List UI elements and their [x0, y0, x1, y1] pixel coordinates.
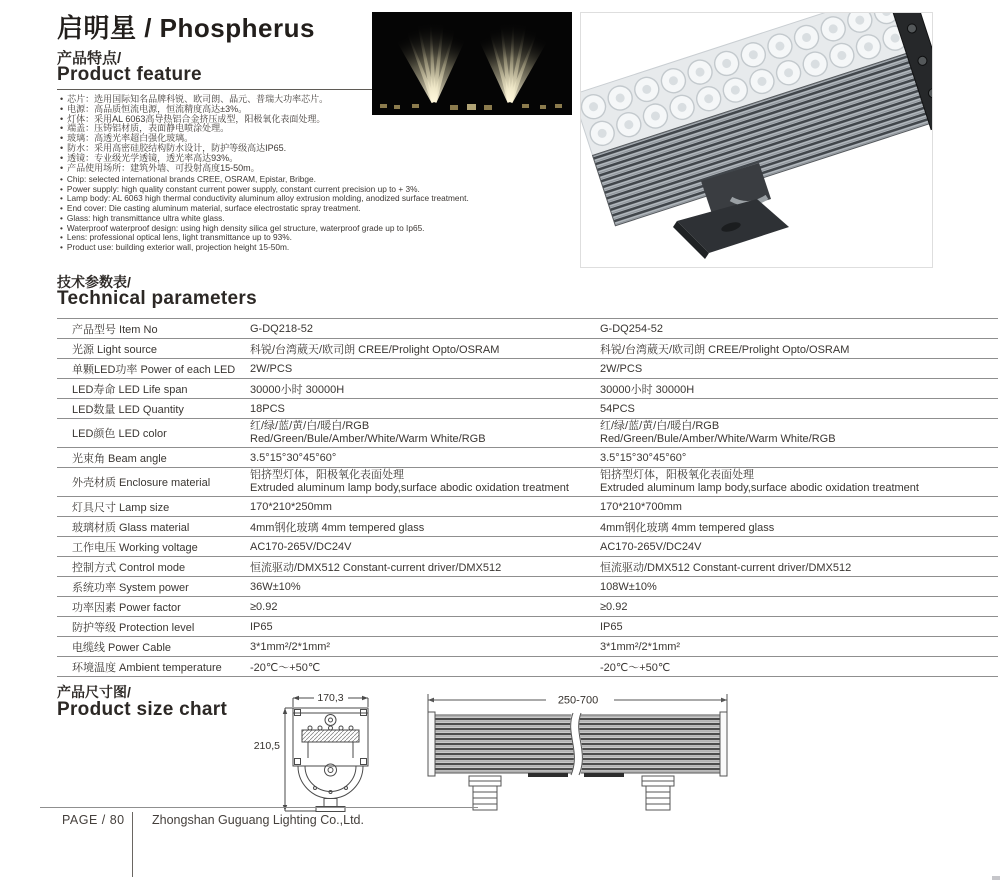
spec-label: 控制方式 Control mode — [72, 561, 186, 574]
feature-bullet: • Waterproof waterproof design: using high density silica gel structure, waterproof grade up to Ip65. — [60, 224, 469, 234]
size-chart-heading-en: Product size chart — [57, 699, 228, 720]
spec-value-model1: 3.5°15°30°45°60° — [250, 451, 337, 464]
footer-page-number: PAGE / 80 — [62, 813, 125, 827]
feature-bullet: • Lens: professional optical lens, light transmittance up to 93%. — [60, 233, 469, 243]
spec-value-model2: -20℃～+50℃ — [600, 661, 671, 674]
technical-parameters-heading-en: Technical parameters — [57, 288, 257, 309]
spec-value-model1: 红/绿/蓝/黄/白/暖白/RGB Red/Green/Bule/Amber/White/Warm White/RGB — [250, 420, 486, 445]
spec-value-model2: 3.5°15°30°45°60° — [600, 451, 687, 464]
spec-row — [57, 358, 998, 378]
side-view-drawing — [418, 688, 738, 813]
spec-value-model1: AC170-265V/DC24V — [250, 540, 352, 553]
spec-value-model2: 红/绿/蓝/黄/白/暖白/RGB Red/Green/Bule/Amber/White/Warm White/RGB — [600, 420, 836, 445]
feature-bullet: • 端盖：压铸铝材质，表面静电喷涂处理。 — [60, 124, 328, 134]
spec-value-model2: 科锐/台湾葳天/欧司朗 CREE/Prolight Opto/OSRAM — [600, 343, 850, 356]
feature-bullet: • 产品使用场所：建筑外墙、可投射高度15-50m。 — [60, 164, 328, 174]
spec-row — [57, 447, 998, 467]
spec-label: 电缆线 Power Cable — [72, 641, 172, 654]
spec-row — [57, 418, 998, 447]
page-corner-mark — [992, 876, 1000, 880]
spec-label: 功率因素 Power factor — [72, 601, 181, 614]
footer-divider — [132, 812, 133, 877]
spec-value-model2: ≥0.92 — [600, 600, 628, 613]
spec-value-model1: ≥0.92 — [250, 600, 278, 613]
feature-bullet: • Lamp body: AL 6063 high thermal conductivity aluminum alloy extrusion molding, anodized surface treatment. — [60, 194, 469, 204]
spec-value-model1: 3*1mm²/2*1mm² — [250, 640, 331, 653]
technical-parameters-heading-zh: 技术参数表/ — [57, 274, 131, 290]
dim-height-label: 210,5 — [253, 740, 280, 752]
spec-row — [57, 338, 998, 358]
spec-value-model2: 170*210*700mm — [600, 500, 682, 513]
feature-bullet: • Power supply: high quality constant current power supply, constant current precision up to + 3%. — [60, 185, 469, 195]
spec-value-model2: 2W/PCS — [600, 362, 643, 375]
spec-label: 灯具尺寸 Lamp size — [72, 501, 170, 514]
spec-label: 系统功率 System power — [72, 581, 189, 594]
footer-rule — [40, 807, 478, 808]
dim-length-label: 250-700 — [557, 694, 599, 707]
spec-value-model1: 170*210*250mm — [250, 500, 332, 513]
spec-value-model1: 30000小时 30000H — [250, 383, 345, 396]
feature-bullet: • 灯体：采用AL 6063高导热铝合金挤压成型，阳极氧化表面处理。 — [60, 115, 328, 125]
spec-row — [57, 536, 998, 556]
product-feature-heading-en: Product feature — [57, 64, 202, 85]
spec-row — [57, 556, 998, 576]
spec-table — [57, 318, 998, 677]
product-photo — [580, 12, 933, 268]
spec-value-model1: -20℃～+50℃ — [250, 661, 321, 674]
spec-row — [57, 576, 998, 596]
spec-value-model2: AC170-265V/DC24V — [600, 540, 702, 553]
spec-row — [57, 467, 998, 496]
spec-label: 外壳材质 Enclosure material — [72, 477, 211, 489]
section-rule — [57, 89, 372, 90]
spec-row — [57, 616, 998, 636]
spec-row — [57, 636, 998, 656]
spec-row — [57, 516, 998, 536]
spec-value-model1: G-DQ218-52 — [250, 322, 313, 335]
spec-value-model2: 30000小时 30000H — [600, 383, 695, 396]
spec-value-model1: 科锐/台湾葳天/欧司朗 CREE/Prolight Opto/OSRAM — [250, 343, 500, 356]
feature-bullet: • 电源：高品质恒流电源，恒流精度高达±3%。 — [60, 105, 328, 115]
spec-row — [57, 378, 998, 398]
spec-label: LED数量 LED Quantity — [72, 403, 184, 416]
spec-value-model1: 4mm钢化玻璃 4mm tempered glass — [250, 521, 425, 534]
spec-value-model1: IP65 — [250, 620, 273, 633]
spec-value-model2: 铝挤型灯体，阳极氧化表面处理 Extruded aluminum lamp body,surface abodic oxidation treatment — [600, 469, 919, 494]
spec-value-model2: 恒流驱动/DMX512 Constant-current driver/DMX512 — [600, 561, 852, 574]
feature-bullet: • Glass: high transmittance ultra white glass. — [60, 214, 469, 224]
feature-bullet: • Chip: selected international brands CREE, OSRAM, Epistar, Bribge. — [60, 175, 469, 185]
spec-row — [57, 596, 998, 616]
spec-label: 产品型号 Item No — [72, 323, 158, 336]
spec-label: 玻璃材质 Glass material — [72, 521, 190, 534]
spec-label: LED颜色 LED color — [72, 428, 167, 440]
spec-value-model1: 2W/PCS — [250, 362, 293, 375]
spec-value-model2: 54PCS — [600, 402, 635, 415]
spec-label: 环境温度 Ambient temperature — [72, 661, 222, 674]
spec-value-model2: 108W±10% — [600, 580, 657, 593]
feature-bullet: • End cover: Die casting aluminum material, surface electrostatic spray treatment. — [60, 204, 469, 214]
product-photo-art — [581, 13, 932, 267]
application-photo-art — [372, 12, 572, 115]
spec-label: LED寿命 LED Life span — [72, 383, 188, 396]
size-chart-heading-zh: 产品尺寸图/ — [57, 684, 131, 700]
feature-bullets-zh — [60, 95, 328, 173]
spec-label: 单颗LED功率 Power of each LED — [72, 363, 236, 376]
spec-value-model1: 36W±10% — [250, 580, 301, 593]
spec-value-model1: 18PCS — [250, 402, 285, 415]
spec-row — [57, 398, 998, 418]
spec-label: 光源 Light source — [72, 343, 157, 356]
dim-width-label: 170,3 — [317, 692, 344, 704]
spec-row — [57, 318, 998, 338]
spec-row — [57, 496, 998, 516]
spec-value-model2: IP65 — [600, 620, 623, 633]
product-feature-heading-zh: 产品特点/ — [57, 50, 122, 67]
feature-bullet: • 防水：采用高密硅胶结构防水设计，防护等级高达IP65. — [60, 144, 328, 154]
application-photo — [372, 12, 572, 115]
spec-label: 工作电压 Working voltage — [72, 541, 198, 554]
spec-value-model2: 3*1mm²/2*1mm² — [600, 640, 681, 653]
feature-bullets-en — [60, 175, 469, 253]
page-title: 启明星 / Phospherus — [57, 13, 315, 43]
feature-bullet: • 芯片：选用国际知名品牌科锐、欧司朗、晶元、普瑞大功率芯片。 — [60, 95, 328, 105]
cross-section-drawing — [230, 688, 430, 823]
feature-bullet: • Product use: building exterior wall, projection height 15-50m. — [60, 243, 469, 253]
feature-bullet: • 玻璃：高透光率超白强化玻璃。 — [60, 134, 328, 144]
spec-row — [57, 656, 998, 677]
spec-value-model1: 铝挤型灯体，阳极氧化表面处理 Extruded aluminum lamp body,surface abodic oxidation treatment — [250, 469, 569, 494]
spec-value-model2: G-DQ254-52 — [600, 322, 663, 335]
spec-label: 防护等级 Protection level — [72, 621, 195, 634]
spec-value-model2: 4mm钢化玻璃 4mm tempered glass — [600, 521, 775, 534]
spec-label: 光束角 Beam angle — [72, 452, 167, 465]
feature-bullet: • 透镜：专业级光学透镜，透光率高达93%。 — [60, 154, 328, 164]
footer-company-name: Zhongshan Guguang Lighting Co.,Ltd. — [152, 813, 364, 827]
spec-value-model1: 恒流驱动/DMX512 Constant-current driver/DMX512 — [250, 561, 502, 574]
